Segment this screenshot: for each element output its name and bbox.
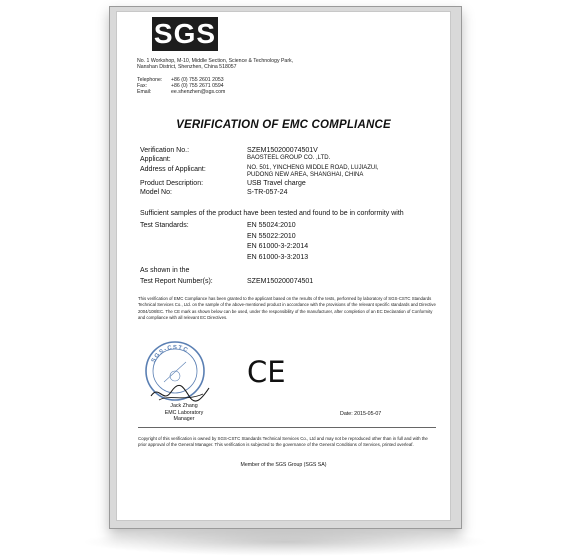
field-value: S-TR-057-24 [247, 188, 288, 196]
sgs-logo [152, 17, 218, 51]
field-value [247, 165, 379, 179]
copyright-paragraph: Copyright of this verification is owned by SGS-CSTC Standards Technical Services Co., Ltd and may not be reproduced other than in full and with the prior approval of the General Manager. This verification is subjected to the governance of the General Conditions of Services, printed overleaf. [138, 436, 428, 448]
report-number: SZEM150200074501 [247, 277, 314, 285]
field-address [140, 165, 379, 179]
field-value: USB Travel charge [247, 179, 306, 187]
report-row [140, 277, 313, 288]
address-line: Nanshan District, Shenzhen, China 518057 [137, 64, 237, 71]
test-standards [140, 221, 308, 264]
issue-date: Date: 2015-05-07 [340, 411, 382, 417]
test-report [140, 266, 313, 287]
standards-label: Test Standards: [140, 222, 189, 229]
standard-item: EN 61000-3-2:2014 [247, 243, 309, 251]
signatory-name: Jack Zhang [170, 403, 198, 409]
contact-label: Email: [137, 89, 152, 96]
grant-paragraph: This verification of EMC Compliance has been granted to the applicant based on the results of the tests, performed by laboratory of SGS-CSTC Standards Technical Services Co., Ltd. on the sample of the above-mentioned product in accordance with the provisions of the relevant specific standards and Directive 2004/108/EC. The CE mark as shown below can be used, under the responsibility of the manufacturer, after completion of an EC Declaration of Conformity and compliance with all relevant EC Directives. [138, 296, 436, 320]
address-value-line: NO. 501, YINCHENG MIDDLE ROAD, LUJIAZUI, [247, 164, 379, 171]
frame-shadow [80, 528, 490, 556]
spacer [140, 253, 247, 264]
address-line: No. 1 Workshop, M-10, Middle Section, Science & Technology Park, [137, 58, 294, 64]
standard-item: EN 55022:2010 [247, 232, 296, 240]
report-label: Test Report Number(s): [140, 277, 213, 285]
contact-label: Fax: [137, 83, 148, 90]
document-title: VERIFICATION OF EMC COMPLIANCE [176, 119, 391, 131]
standard-row [140, 242, 308, 253]
field-verification [140, 146, 379, 155]
field-applicant [140, 155, 379, 164]
address-value-line: PUDONG NEW AREA, SHANGHAI, CHINA [247, 171, 364, 178]
divider [138, 427, 436, 428]
field-product [140, 179, 379, 188]
spacer [140, 242, 247, 253]
header-contacts [137, 77, 225, 96]
contact-label: Telephone: [137, 77, 163, 83]
contact-value: +86 (0) 755 2601 2053 [171, 77, 224, 83]
field-label: Applicant: [140, 156, 171, 164]
signatory-role: EMC Laboratory Manager [164, 409, 204, 422]
svg-text:CE: CE [247, 357, 286, 385]
contact-email [137, 89, 225, 95]
field-value: SZEM150200074501V [247, 147, 318, 154]
field-label: Model No: [140, 188, 172, 196]
signatory [160, 403, 208, 423]
field-label: Product Description: [140, 179, 204, 187]
shown-line: As shown in the [140, 267, 190, 274]
svg-text:SGS-CSTC: SGS-CSTC [150, 344, 190, 364]
standard-row [140, 232, 308, 243]
member-statement: Member of the SGS Group (SGS SA) [240, 462, 327, 468]
certificate-fields [140, 146, 379, 197]
header-address [137, 58, 337, 71]
standard-item: EN 55024:2010 [247, 222, 296, 229]
contact-value: ee.shenzhen@sgs.com [171, 89, 226, 96]
field-label: Address of Applicant: [140, 165, 206, 173]
field-value: BAOSTEEL GROUP CO. ,LTD. [247, 155, 331, 162]
standard-item: EN 61000-3-3:2013 [247, 254, 309, 262]
field-label: Verification No.: [140, 147, 190, 154]
logo-text: SGS [153, 18, 217, 49]
ce-mark-icon [247, 357, 295, 385]
conformity-statement: Sufficient samples of the product have been tested and found to be in conformity with [140, 210, 404, 217]
standard-row [140, 253, 308, 264]
contact-value: +86 (0) 755 2671 0594 [171, 83, 224, 90]
field-model [140, 188, 379, 197]
standard-row [140, 221, 308, 232]
spacer [140, 232, 247, 243]
